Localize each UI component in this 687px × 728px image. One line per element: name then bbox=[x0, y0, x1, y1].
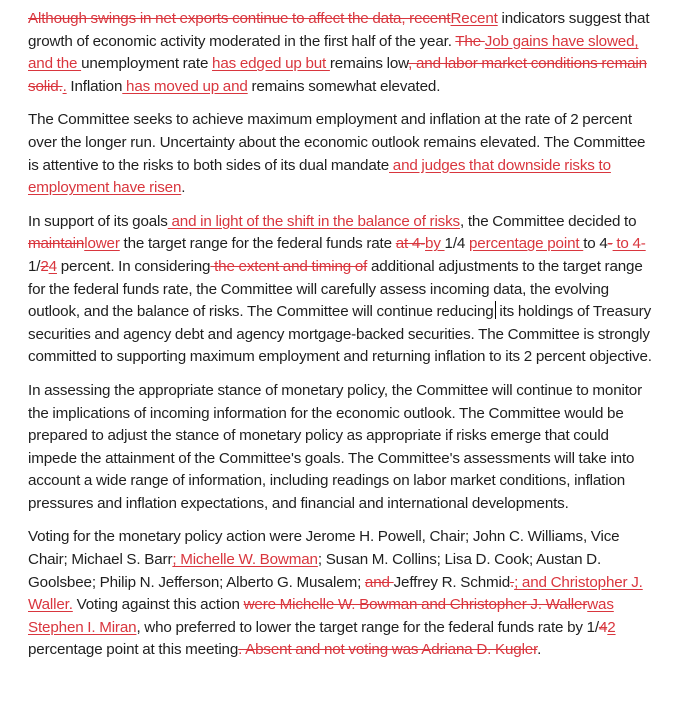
body-text: 1/ bbox=[28, 257, 41, 275]
deleted-text: 2 bbox=[40, 257, 49, 275]
inserted-text: and in light of the shift in the balance of risks bbox=[167, 212, 461, 230]
body-text: , who preferred to lower the target range for the federal funds rate by 1/ bbox=[136, 618, 599, 636]
body-text: Jeffrey R. Schmid bbox=[393, 573, 511, 591]
document-paragraph[interactable] bbox=[28, 526, 657, 662]
deleted-text: 4 bbox=[598, 618, 608, 636]
body-text: Voting for the monetary policy action were Jerome H. Powell, Chair; John C. Williams, Vice Chair; Michael S. Barr bbox=[28, 528, 620, 569]
body-text: 1/4 bbox=[444, 235, 469, 253]
inserted-text: has edged up but bbox=[212, 55, 330, 73]
deleted-text: at 4- bbox=[395, 235, 426, 253]
body-text: ; Susan M. Collins; Lisa D. Cook; Austan D. Goolsbee; Philip N. Jefferson; Alberto G. Musalem; bbox=[28, 551, 602, 591]
body-text: the target range for the federal funds rate bbox=[119, 235, 396, 253]
body-text: remains low bbox=[329, 55, 409, 73]
body-text: to 4 bbox=[583, 235, 608, 253]
inserted-text: by bbox=[425, 235, 445, 253]
body-text: additional adjustments to the target range for the federal funds rate, the Committee will carefully assess incoming data, the evolving outlook, and the balance of risks. The Committee will continue reducing bbox=[28, 257, 643, 321]
inserted-text: ; and Christopher J. Waller. bbox=[28, 573, 643, 614]
body-text: percentage point at this meeting bbox=[28, 641, 239, 659]
inserted-text: 4 bbox=[48, 257, 57, 275]
inserted-text: lower bbox=[84, 235, 120, 253]
deleted-text: maintain bbox=[28, 235, 85, 253]
body-text: In assessing the appropriate stance of monetary policy, the Committee will continue to monitor the implications of incoming information for the economic outlook. The Committee would be prepared to adjust the stance of monetary policy as appropriate if risks emerge that could impede the attainment of the Committee's goals. The Committee's assessments will take into account a wide range of information, including readings on labor market conditions, inflation pressures and inflation expectations, and financial and international developments. bbox=[28, 381, 643, 512]
body-text: In support of its goals bbox=[28, 212, 168, 230]
body-text: percent. In considering bbox=[56, 257, 211, 275]
body-text: . bbox=[537, 641, 542, 659]
document-paragraph[interactable] bbox=[28, 109, 657, 199]
document-paragraph[interactable] bbox=[28, 380, 657, 516]
body-text: The Committee seeks to achieve maximum employment and inflation at the rate of 2 percent over the longer run. Uncertainty about the economic outlook remains elevated. The Committee is attentive to the risks to both sides of its dual mandate bbox=[28, 111, 646, 174]
inserted-text: to 4- bbox=[612, 235, 646, 253]
inserted-text: percentage point bbox=[468, 235, 584, 253]
inserted-text: . bbox=[62, 77, 67, 95]
inserted-text: was Stephen I. Miran bbox=[28, 596, 614, 636]
body-text: indicators suggest that growth of economic activity moderated in the first half of the year. bbox=[28, 10, 650, 50]
body-text: . bbox=[181, 179, 186, 197]
inserted-text: Job gains have slowed, and the bbox=[28, 32, 639, 73]
deleted-text: The bbox=[455, 32, 485, 50]
body-text: unemployment rate bbox=[81, 55, 213, 73]
body-text: , the Committee decided to bbox=[460, 212, 637, 230]
document-paragraph[interactable] bbox=[28, 8, 657, 98]
deleted-text: . bbox=[510, 573, 515, 591]
deleted-text: . Absent and not voting was Adriana D. Kugler bbox=[238, 641, 538, 659]
body-text: Inflation bbox=[66, 77, 123, 95]
inserted-text: 2 bbox=[607, 618, 616, 636]
deleted-text: - bbox=[607, 235, 613, 253]
body-text: remains somewhat elevated. bbox=[247, 77, 441, 95]
deleted-text: and bbox=[364, 573, 394, 591]
deleted-text: the extent and timing of bbox=[210, 257, 368, 275]
inserted-text: ; Michelle W. Bowman bbox=[172, 551, 318, 569]
document-paragraph[interactable] bbox=[28, 211, 657, 369]
inserted-text: and judges that downside risks to employment have risen bbox=[28, 156, 611, 197]
inserted-text: has moved up and bbox=[122, 77, 248, 95]
deleted-text: were Michelle W. Bowman and Christopher J. Waller bbox=[243, 596, 588, 614]
deleted-text: Although swings in net exports continue to affect the data, recent bbox=[28, 10, 451, 27]
inserted-text: Recent bbox=[450, 10, 498, 27]
body-text: Voting against this action bbox=[72, 596, 244, 614]
body-text: its holdings of Treasury securities and agency debt and agency mortgage-backed securities. The Committee is strongly committed to supporting maximum employment and returning inflation to its 2 percent objective. bbox=[28, 303, 652, 366]
deleted-text: , and labor market conditions remain solid. bbox=[28, 55, 647, 95]
